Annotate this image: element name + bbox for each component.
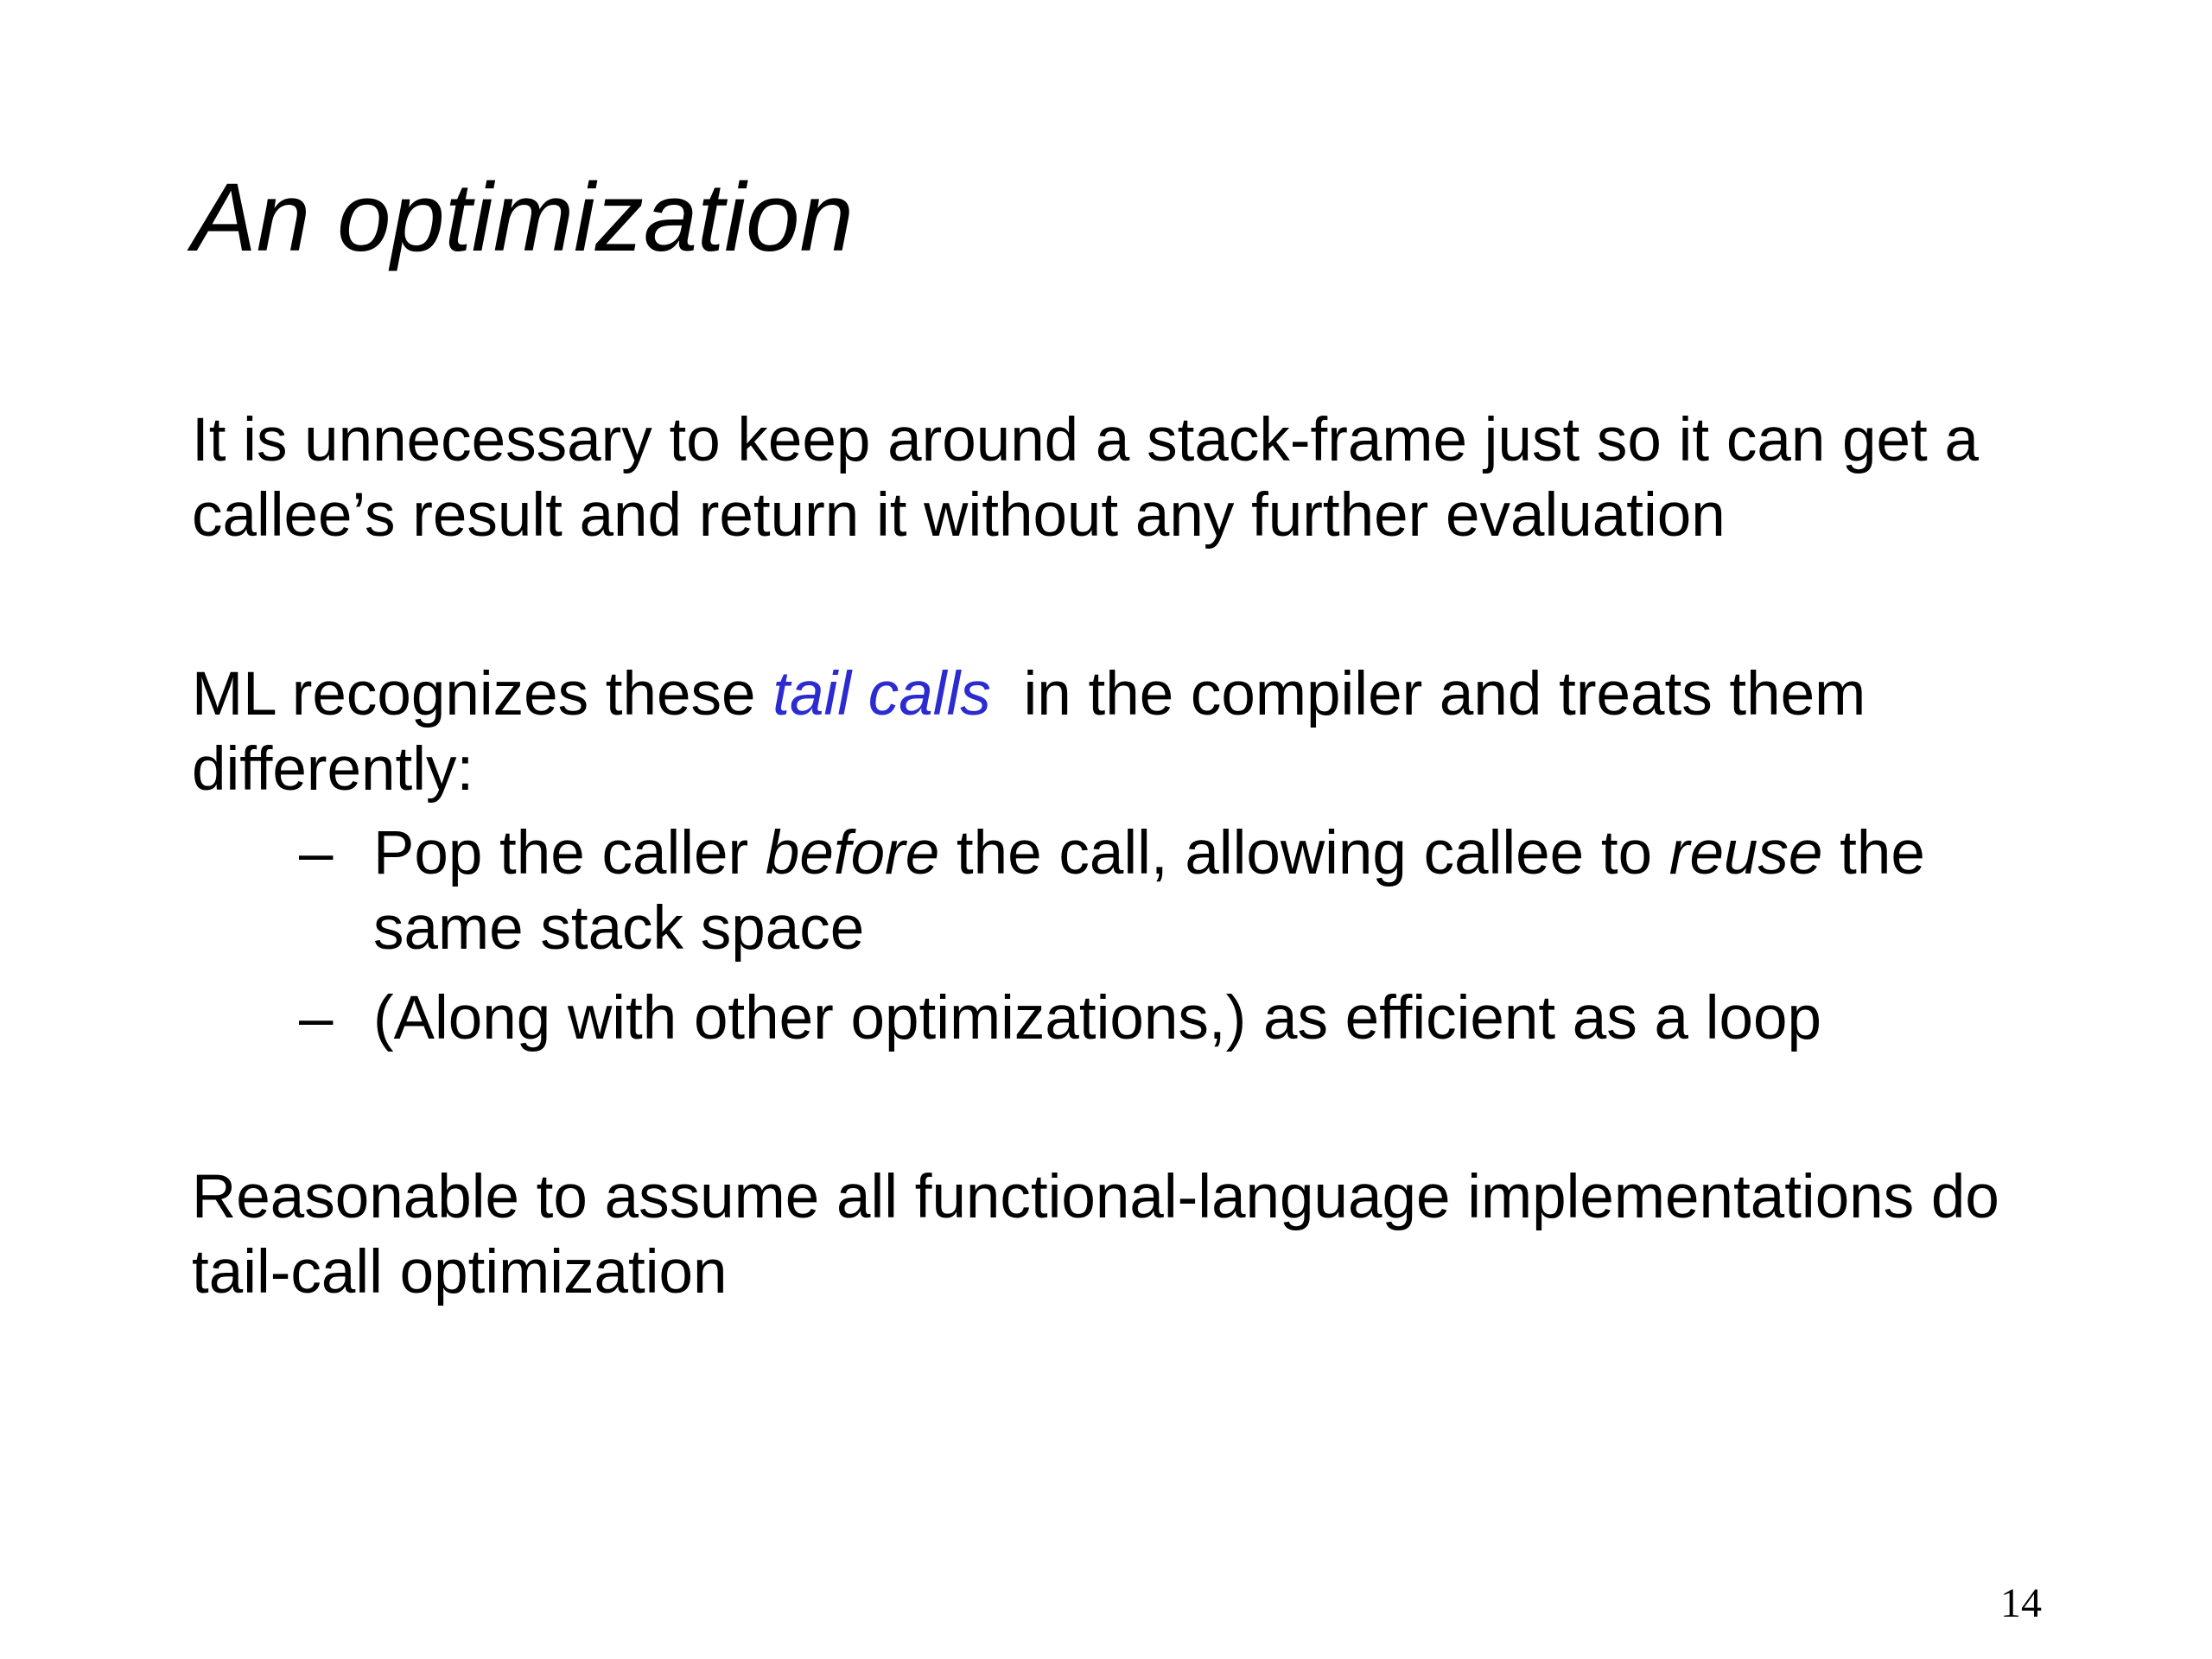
- paragraph-tail-calls: [192, 657, 2075, 807]
- slide-title: An optimization: [192, 163, 854, 271]
- bullet-text: (Along with other optimizations,) as efficient as a loop: [373, 984, 1821, 1052]
- bullet-text-part: the call, allowing callee to: [939, 819, 1669, 887]
- bullet-text-part: Pop the caller: [373, 819, 766, 887]
- before-emphasis: before: [765, 819, 940, 887]
- tail-calls-term: tail calls: [772, 660, 991, 728]
- bullet-dash: –: [299, 819, 334, 887]
- sub-bullet-item: [192, 816, 2075, 966]
- paragraph-reasonable: Reasonable to assume all functional-language implementations do tail-call optimization: [192, 1163, 1999, 1306]
- slide-body: [192, 403, 2075, 1310]
- bullet-dash: –: [299, 984, 334, 1052]
- bullet-text-part: the same stack space: [373, 819, 1925, 963]
- paragraph-text-after: in the compiler and treats them differently:: [192, 660, 1866, 804]
- sub-bullet-list: [192, 816, 2075, 1056]
- paragraph-stack-frame: It is unnecessary to keep around a stack-frame just so it can get a callee’s result and return it without any further evaluation: [192, 406, 1979, 550]
- reuse-emphasis: reuse: [1669, 819, 1823, 887]
- paragraph-text-before: ML recognizes these: [192, 660, 756, 728]
- page-number: 14: [2000, 1580, 2042, 1626]
- sub-bullet-item: [192, 981, 2075, 1056]
